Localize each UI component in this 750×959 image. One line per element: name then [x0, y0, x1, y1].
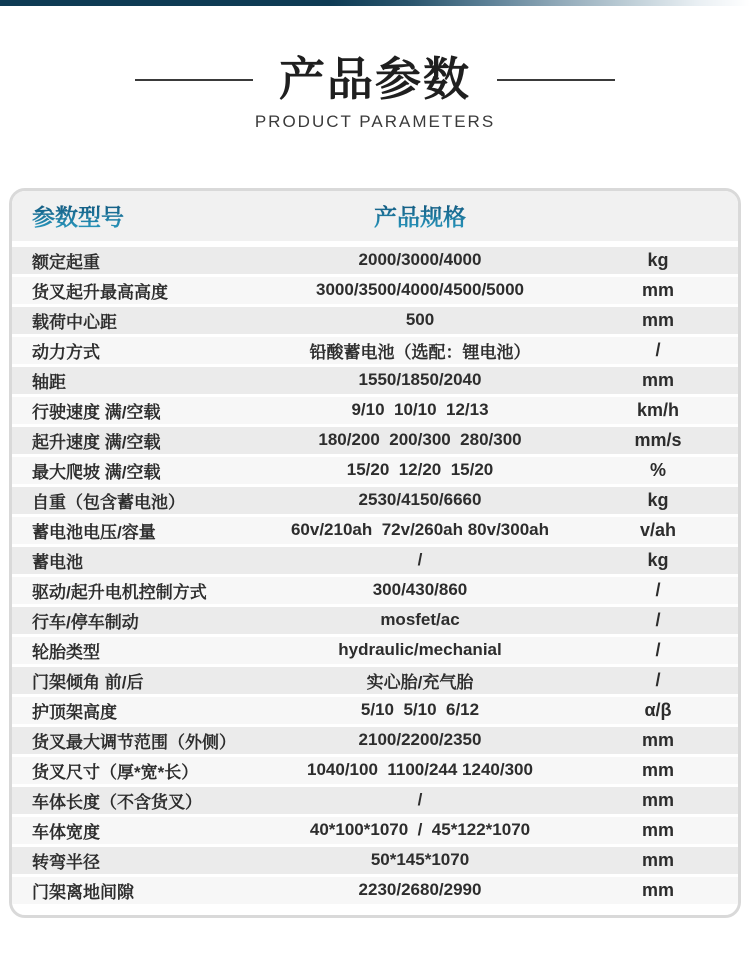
param-unit: mm — [641, 819, 674, 840]
table-row — [12, 727, 738, 754]
param-name: 货叉尺寸（厚*宽*长） — [32, 762, 199, 782]
spec-table-body — [12, 247, 738, 904]
param-unit: kg — [647, 489, 669, 510]
param-unit: kg — [647, 249, 669, 270]
param-name: 货叉最大调节范围（外侧） — [32, 732, 236, 752]
param-unit: mm — [641, 759, 674, 780]
table-row — [12, 517, 738, 544]
table-row — [12, 457, 738, 484]
table-row — [12, 667, 738, 694]
param-unit: mm — [641, 729, 674, 750]
header-param-model: 参数型号 — [12, 199, 262, 232]
param-value: 1550/1850/2040 — [358, 370, 482, 390]
param-value: mosfet/ac — [380, 610, 460, 630]
table-row — [12, 577, 738, 604]
param-value: 15/20 12/20 15/20 — [346, 460, 494, 480]
param-name: 载荷中心距 — [32, 312, 117, 332]
table-row — [12, 487, 738, 514]
table-row — [12, 847, 738, 874]
param-name: 自重（包含蓄电池） — [32, 492, 185, 512]
param-value: hydraulic/mechanial — [338, 640, 502, 660]
page-subtitle: PRODUCT PARAMETERS — [254, 111, 496, 131]
param-name: 轴距 — [32, 372, 66, 392]
param-unit: / — [655, 609, 661, 630]
param-value: 5/10 5/10 6/12 — [360, 700, 480, 720]
param-name: 动力方式 — [32, 342, 100, 362]
table-row — [12, 877, 738, 904]
param-name: 车体宽度 — [32, 822, 100, 842]
table-row — [12, 817, 738, 844]
param-value: 180/200 200/300 280/300 — [318, 430, 522, 450]
param-name: 行车/停车制动 — [32, 612, 139, 632]
table-row — [12, 307, 738, 334]
table-row — [12, 637, 738, 664]
title-left-line — [135, 79, 253, 81]
param-name: 起升速度 满/空载 — [32, 432, 161, 452]
param-unit: / — [655, 339, 661, 360]
param-value: 2530/4150/6660 — [358, 490, 482, 510]
table-row — [12, 427, 738, 454]
param-unit: v/ah — [639, 519, 677, 540]
param-value: 50*145*1070 — [370, 850, 470, 870]
param-name: 门架离地间隙 — [32, 882, 134, 902]
param-value: 3000/3500/4000/4500/5000 — [316, 280, 524, 300]
table-row — [12, 337, 738, 364]
param-value: 9/10 10/10 12/13 — [351, 400, 489, 420]
title-block — [0, 50, 750, 132]
table-row — [12, 247, 738, 274]
table-row — [12, 607, 738, 634]
param-name: 驱动/起升电机控制方式 — [32, 582, 207, 602]
param-name: 轮胎类型 — [32, 642, 100, 662]
top-decoration-bar — [0, 0, 750, 6]
param-value: 2230/2680/2990 — [358, 880, 482, 900]
table-row — [12, 367, 738, 394]
spec-table-card — [9, 188, 741, 918]
table-row — [12, 397, 738, 424]
table-row — [12, 547, 738, 574]
param-value: 60v/210ah 72v/260ah 80v/300ah — [290, 520, 550, 540]
param-value: 40*100*1070 / 45*122*1070 — [309, 820, 531, 840]
param-unit: mm — [641, 279, 674, 300]
param-name: 货叉起升最高高度 — [32, 282, 168, 302]
param-value: 2100/2200/2350 — [358, 730, 482, 750]
param-name: 蓄电池电压/容量 — [32, 522, 156, 542]
param-name: 蓄电池 — [32, 552, 83, 572]
param-name: 行驶速度 满/空载 — [32, 402, 161, 422]
param-value: 2000/3000/4000 — [358, 250, 482, 270]
param-name: 车体长度（不含货叉） — [32, 792, 202, 812]
param-name: 门架倾角 前/后 — [32, 672, 144, 692]
param-value: / — [417, 550, 423, 570]
page-title: 产品参数 — [279, 53, 471, 105]
param-unit: α/β — [644, 699, 672, 720]
param-name: 护顶架高度 — [32, 702, 117, 722]
param-unit: mm — [641, 789, 674, 810]
param-value: / — [417, 790, 423, 810]
param-unit: / — [655, 579, 661, 600]
table-row — [12, 757, 738, 784]
spec-table-header — [12, 191, 738, 241]
param-unit: mm — [641, 879, 674, 900]
table-row — [12, 277, 738, 304]
param-name: 转弯半径 — [32, 852, 100, 872]
header-product-spec: 产品规格 — [262, 199, 578, 232]
param-value: 实心胎/充气胎 — [366, 672, 474, 692]
param-value: 1040/100 1100/244 1240/300 — [307, 760, 533, 780]
param-unit: mm — [641, 309, 674, 330]
param-unit: / — [655, 639, 661, 660]
title-right-line — [497, 79, 615, 81]
table-row — [12, 697, 738, 724]
param-unit: mm — [641, 849, 674, 870]
param-unit: % — [649, 459, 666, 480]
param-unit: / — [655, 669, 661, 690]
param-name: 最大爬坡 满/空载 — [32, 462, 161, 482]
param-unit: kg — [647, 549, 669, 570]
table-row — [12, 787, 738, 814]
param-value: 铅酸蓄电池（选配：锂电池） — [309, 342, 531, 362]
param-unit: mm/s — [634, 429, 682, 450]
param-value: 300/430/860 — [372, 580, 468, 600]
param-value: 500 — [405, 310, 435, 330]
param-unit: km/h — [636, 399, 679, 420]
param-name: 额定起重 — [32, 252, 100, 272]
param-unit: mm — [641, 369, 674, 390]
